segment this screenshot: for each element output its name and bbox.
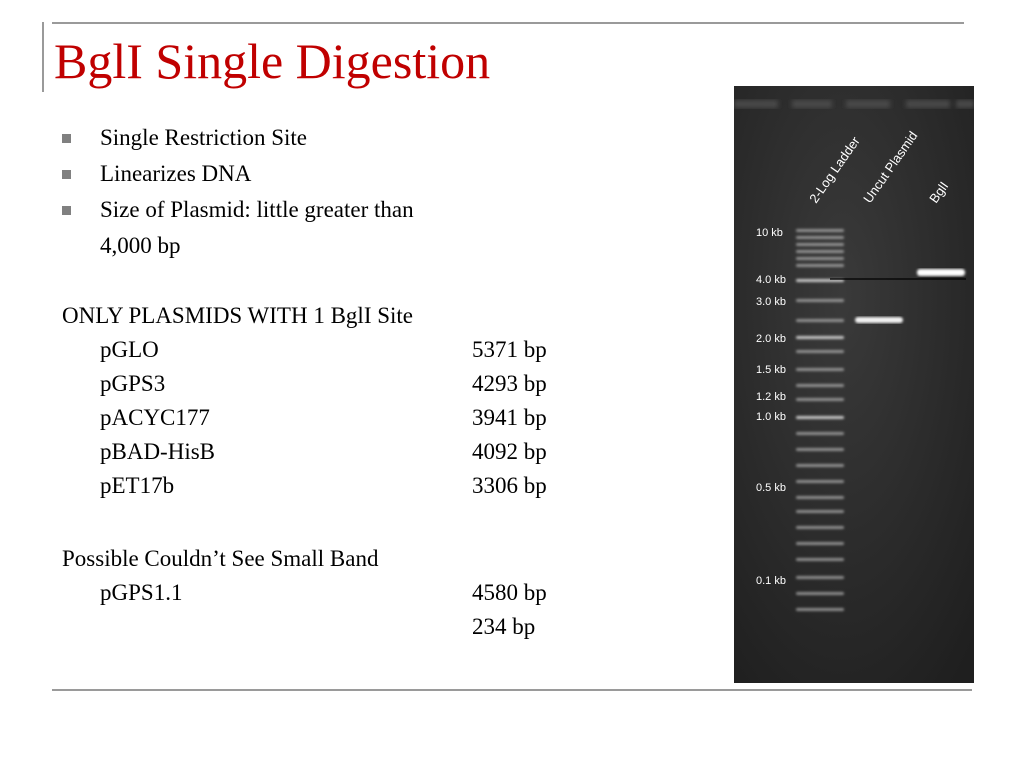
plasmid-size: 4092 bp [472, 439, 547, 464]
section-heading: Possible Couldn’t See Small Band [62, 546, 379, 571]
bottom-divider [52, 689, 972, 691]
lane-label-bgli: BglI [926, 178, 952, 206]
plasmid-row [62, 435, 547, 469]
plasmid-name: pBAD-HisB [100, 439, 216, 464]
plasmid-size: 5371 bp [472, 337, 547, 362]
plasmid-name: pGPS1.1 [100, 580, 183, 605]
ladder-band [796, 384, 844, 387]
ladder-band [796, 526, 844, 529]
bgli-band [917, 269, 965, 276]
ladder-band [796, 510, 844, 513]
ladder-band [796, 416, 844, 419]
ladder-band [796, 448, 844, 451]
plasmid-name: pGPS3 [100, 371, 166, 396]
bullet-item [62, 192, 414, 228]
bullet-list [62, 120, 414, 264]
plasmid-row [62, 469, 547, 503]
plasmid-size: 234 bp [472, 614, 536, 639]
left-divider [42, 22, 44, 92]
slide-title: BglI Single Digestion [54, 33, 491, 89]
plasmid-name: pGLO [100, 337, 159, 362]
ladder-band [796, 243, 844, 246]
ladder-band [796, 264, 844, 267]
ladder-band [796, 608, 844, 611]
lane-label-uncut: Uncut Plasmid [860, 128, 921, 206]
small-band-section [62, 542, 547, 644]
bullet-text: Single Restriction Site [100, 125, 307, 150]
gel-background [734, 86, 974, 683]
ladder-band [796, 542, 844, 545]
marker-label: 1.0 kb [756, 411, 786, 423]
gel-well [792, 100, 832, 108]
gel-well [956, 100, 974, 108]
square-bullet-icon [62, 170, 71, 179]
bullet-text: Linearizes DNA [100, 161, 252, 186]
plasmid-row [62, 610, 536, 644]
ladder-band [796, 496, 844, 499]
ladder-band [796, 350, 844, 353]
ladder-band [796, 464, 844, 467]
square-bullet-icon [62, 206, 71, 215]
plasmid-row [62, 367, 547, 401]
square-bullet-icon [62, 134, 71, 143]
ladder-band [796, 480, 844, 483]
ladder-band [796, 592, 844, 595]
marker-label: 1.5 kb [756, 364, 786, 376]
plasmid-size: 3306 bp [472, 473, 547, 498]
marker-label: 0.1 kb [756, 575, 786, 587]
bullet-item [62, 120, 414, 156]
gel-figure [734, 86, 974, 683]
ladder-band [796, 398, 844, 401]
ladder-band [796, 250, 844, 253]
plasmid-size: 3941 bp [472, 405, 547, 430]
marker-label: 1.2 kb [756, 391, 786, 403]
plasmid-name: pET17b [100, 473, 175, 498]
ladder-band [796, 368, 844, 371]
plasmid-list-section [62, 299, 547, 503]
gel-well [734, 100, 778, 108]
ladder-band [796, 319, 844, 322]
uncut-plasmid-band [855, 317, 903, 323]
marker-label: 0.5 kb [756, 482, 786, 494]
ladder-band [796, 299, 844, 302]
gel-well [906, 100, 950, 108]
plasmid-name: pACYC177 [100, 405, 210, 430]
ladder-band [796, 236, 844, 239]
section-heading: ONLY PLASMIDS WITH 1 BglI Site [62, 303, 414, 328]
ladder-band [796, 336, 844, 339]
gel-wells [734, 100, 974, 108]
plasmid-row [62, 576, 547, 610]
marker-label: 4.0 kb [756, 274, 786, 286]
ladder-band [796, 558, 844, 561]
marker-label: 2.0 kb [756, 333, 786, 345]
gel-well [846, 100, 890, 108]
plasmid-size: 4580 bp [472, 580, 547, 605]
ladder-band [796, 257, 844, 260]
plasmid-row [62, 401, 547, 435]
marker-label: 3.0 kb [756, 296, 786, 308]
ladder-band [796, 432, 844, 435]
ladder-band [796, 229, 844, 232]
lane-label-ladder: 2-Log Ladder [806, 133, 863, 206]
plasmid-size: 4293 bp [472, 371, 547, 396]
marker-label: 10 kb [756, 227, 783, 239]
bullet-item [62, 156, 414, 192]
bullet-continuation: 4,000 bp [100, 233, 181, 258]
top-divider [52, 22, 964, 24]
bullet-text: Size of Plasmid: little greater than [100, 197, 414, 222]
ladder-band [796, 576, 844, 579]
gel-image [734, 86, 974, 683]
plasmid-row [62, 333, 547, 367]
